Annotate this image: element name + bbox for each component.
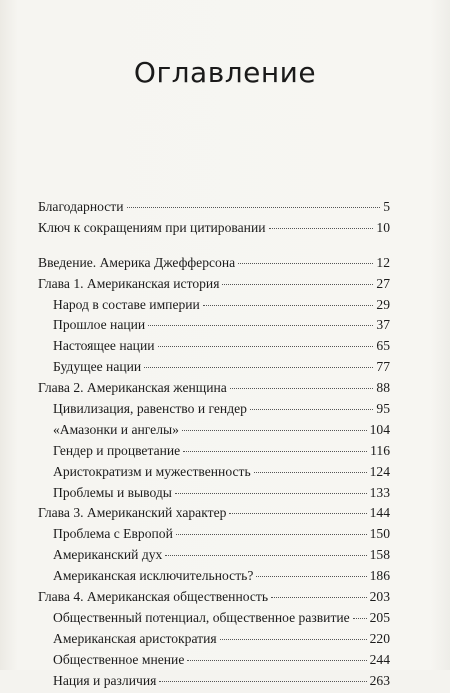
toc-entry-label: Глава 1. Американская история	[38, 275, 220, 291]
toc-entry-label: Американская исключительность?	[53, 568, 254, 584]
dot-leader	[203, 305, 374, 306]
dot-leader	[187, 660, 366, 661]
toc-subentry[interactable]	[38, 401, 390, 422]
dot-leader	[250, 409, 373, 410]
toc-subentry[interactable]	[38, 568, 390, 589]
table-of-contents	[38, 199, 390, 693]
dot-leader	[158, 346, 374, 347]
toc-entry-page-number: 144	[369, 505, 390, 521]
dot-leader	[229, 513, 366, 514]
toc-entry-label: Ключ к сокращениям при цитировании	[38, 219, 266, 235]
toc-subentry[interactable]	[38, 610, 390, 631]
dot-leader	[230, 388, 374, 389]
toc-entry-page-number: 205	[369, 609, 390, 625]
toc-entry-label: Нация и различия	[53, 672, 157, 688]
toc-entry-label: Глава 4. Американская общественность	[38, 589, 269, 605]
toc-entry-page-number: 116	[370, 442, 390, 458]
toc-entry-label: Глава 2. Американская женщина	[38, 380, 227, 396]
toc-entry-page-number: 95	[376, 401, 390, 417]
toc-subentry[interactable]	[38, 359, 390, 380]
toc-entry-page-number: 27	[376, 275, 390, 291]
toc-subentry[interactable]	[38, 317, 390, 338]
toc-entry-label: Общественный потенциал, общественное развитие	[53, 609, 350, 625]
toc-entry-label: Американский дух	[53, 547, 163, 563]
toc-entry-label: «Амазонки и ангелы»	[53, 421, 179, 437]
toc-entry[interactable]	[38, 255, 390, 276]
toc-entry-page-number: 37	[376, 317, 390, 333]
toc-entry-page-number: 65	[376, 338, 390, 354]
toc-entry-label: Прошлое нации	[53, 317, 146, 333]
chapter-list	[38, 255, 390, 693]
toc-entry-page-number: 203	[369, 589, 390, 605]
toc-entry[interactable]	[38, 380, 390, 401]
toc-entry-page-number: 158	[369, 547, 390, 563]
dot-leader	[271, 597, 367, 598]
toc-entry-label: Глава 3. Американский характер	[38, 505, 227, 521]
toc-entry-page-number: 220	[369, 630, 390, 646]
toc-subentry[interactable]	[38, 652, 390, 673]
toc-entry-page-number: 244	[369, 651, 390, 667]
toc-entry-page-number: 150	[369, 526, 390, 542]
toc-entry-page-number: 29	[376, 296, 390, 312]
toc-entry[interactable]	[38, 589, 390, 610]
toc-entry[interactable]	[38, 220, 390, 241]
dot-leader	[183, 451, 367, 452]
dot-leader	[176, 534, 367, 535]
toc-entry-label: Народ в составе империи	[53, 296, 200, 312]
toc-entry[interactable]	[38, 199, 390, 220]
front-matter-list	[38, 199, 390, 241]
toc-entry-page-number: 10	[376, 219, 390, 235]
dot-leader	[127, 207, 381, 208]
toc-entry-label: Цивилизация, равенство и гендер	[53, 401, 247, 417]
toc-entry-label: Введение. Америка Джефферсона	[38, 254, 236, 270]
toc-subentry[interactable]	[38, 547, 390, 568]
toc-entry[interactable]	[38, 505, 390, 526]
toc-subentry[interactable]	[38, 464, 390, 485]
toc-entry-page-number: 186	[369, 568, 390, 584]
toc-entry-label: Будущее нации	[53, 359, 142, 375]
dot-leader	[148, 325, 373, 326]
toc-entry-page-number: 88	[376, 380, 390, 396]
toc-subentry[interactable]	[38, 297, 390, 318]
toc-entry[interactable]	[38, 276, 390, 297]
toc-subentry[interactable]	[38, 631, 390, 652]
toc-subentry[interactable]	[38, 443, 390, 464]
dot-leader	[159, 681, 366, 682]
toc-entry-label: Проблемы и выводы	[53, 484, 172, 500]
toc-entry-label: Благодарности	[38, 199, 124, 214]
toc-entry-label: Общественное мнение	[53, 651, 185, 667]
toc-entry-label: Проблема с Европой	[53, 526, 173, 542]
page-title: Оглавление	[133, 56, 317, 89]
dot-leader	[353, 618, 367, 619]
dot-leader	[238, 263, 373, 264]
toc-entry-label: Аристократизм и мужественность	[53, 463, 251, 479]
toc-entry-page-number: 77	[376, 359, 390, 375]
toc-entry-page-number: 104	[369, 421, 390, 437]
toc-subentry[interactable]	[38, 422, 390, 443]
toc-entry-page-number: 263	[369, 672, 390, 688]
dot-leader	[175, 493, 367, 494]
dot-leader	[144, 367, 373, 368]
dot-leader	[182, 430, 367, 431]
toc-subentry[interactable]	[38, 338, 390, 359]
toc-entry-label: Американская аристократия	[53, 630, 217, 646]
dot-leader	[220, 639, 367, 640]
toc-entry-label: Настоящее нации	[53, 338, 155, 354]
toc-entry-label: Гендер и процветание	[53, 442, 181, 458]
toc-subentry[interactable]	[38, 526, 390, 547]
dot-leader	[269, 228, 374, 229]
toc-entry-page-number: 133	[369, 484, 390, 500]
toc-subentry[interactable]	[38, 673, 390, 693]
toc-subentry[interactable]	[38, 485, 390, 506]
toc-entry-page-number: 12	[376, 254, 390, 270]
dot-leader	[256, 576, 366, 577]
dot-leader	[254, 472, 367, 473]
dot-leader	[222, 284, 373, 285]
dot-leader	[165, 555, 366, 556]
toc-entry-page-number: 5	[383, 199, 390, 214]
toc-entry-page-number: 124	[369, 463, 390, 479]
